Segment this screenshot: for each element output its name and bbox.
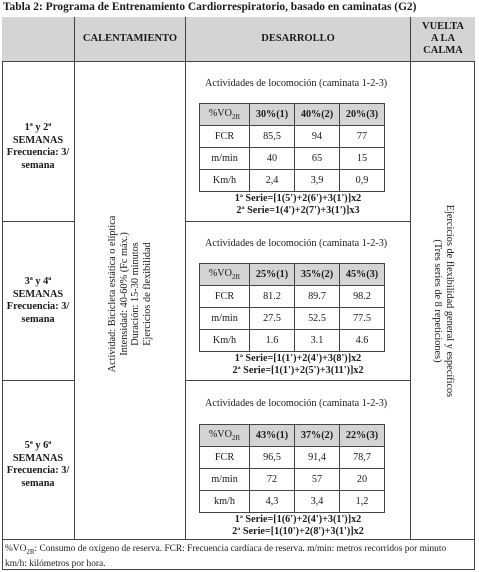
header-empty-cell	[2, 17, 75, 62]
pct-header-cell: 45%(3)	[340, 264, 385, 286]
value-cell: 27.5	[250, 308, 295, 330]
value-cell: 65	[295, 148, 340, 170]
series-block-2	[186, 353, 410, 377]
table-header-row	[200, 425, 385, 447]
week-label-line: SEMANAS	[12, 452, 64, 464]
week-label-line: 1ª y 2ª	[24, 122, 52, 133]
table-header-row	[200, 264, 385, 286]
week-label-line: 5ª y 6ª	[24, 440, 52, 451]
series-block-1	[186, 193, 410, 217]
footnote-line-1: $\%VO_{2R}$: Consumo de oxígeno de reserva. FCR: Frecuencia cardíaca de reserva. m/min: metros recorridos por minuto	[5, 544, 447, 556]
vuelta-line: (Tres series de 8 repeticiones)	[432, 239, 443, 363]
value-cell: 72	[250, 469, 295, 491]
value-cell: 77	[340, 126, 385, 148]
footnote-divider	[2, 539, 475, 540]
value-cell: 3.1	[295, 330, 340, 352]
table-row	[200, 330, 385, 352]
intensity-table-block-2	[199, 263, 385, 352]
week-label-line: Frecuencia: 3/	[6, 147, 70, 158]
week-label-line: semana	[21, 477, 55, 489]
value-cell: 1,2	[340, 491, 385, 513]
pct-header-cell: 25%(1)	[250, 264, 295, 286]
value-cell: 2,4	[250, 170, 295, 192]
pct-header-cell: 22%(3)	[340, 425, 385, 447]
table-row	[200, 491, 385, 513]
vo2r-header-cell: $\%VO_{2R}$	[200, 104, 250, 126]
value-cell: 57	[295, 469, 340, 491]
series-line: 2ª Serie=1(4')+2(7')+3(1')]x3	[236, 205, 360, 216]
value-cell: 15	[340, 148, 385, 170]
series-block-3	[186, 514, 410, 538]
calentamiento-line: Actividad: Bicicleta estática o elíptica	[107, 215, 118, 373]
week-label-line: semana	[21, 313, 55, 325]
header-calentamiento: CALENTAMIENTO	[75, 17, 186, 62]
week-label-line: semana	[21, 159, 55, 171]
activity-label-block-2: Actividades de locomoción (caminata 1-2-3)	[205, 238, 388, 249]
series-line: 2ª Serie=[1(10')+2(8')+3(1')]x2	[232, 526, 364, 537]
week-label-line: Frecuencia: 3/	[6, 301, 70, 312]
calentamiento-line: Intensidad: 40-60% (Fc máx.)	[118, 232, 130, 356]
vuelta-description	[429, 169, 455, 433]
value-cell: 20	[340, 469, 385, 491]
week-label-5-6	[2, 440, 74, 490]
header-vuelta-a-la-calma	[411, 17, 475, 62]
value-cell: 3,9	[295, 170, 340, 192]
series-line: 1ª Serie=[1(5')+2(6')+3(1')]x2	[234, 193, 362, 204]
row-label-cell: km/h	[200, 491, 250, 513]
table-row	[200, 469, 385, 491]
value-cell: 78,7	[340, 447, 385, 469]
value-cell: 1.6	[250, 330, 295, 352]
table-row	[200, 170, 385, 192]
table-row	[200, 126, 385, 148]
row-label-cell: FCR	[200, 447, 250, 469]
footnote-line-2: km/h: kilómetros por hora.	[5, 558, 106, 569]
intensity-table-block-1	[199, 103, 385, 192]
calentamiento-description	[107, 194, 155, 394]
table-footnote	[5, 543, 473, 570]
activity-label-block-3: Actividades de locomoción (caminata 1-2-3)	[205, 398, 388, 409]
table-row	[200, 286, 385, 308]
row-label-cell: Km/h	[200, 170, 250, 192]
row-label-cell: FCR	[200, 126, 250, 148]
header-desarrollo: DESARROLLO	[186, 17, 411, 62]
value-cell: 94	[295, 126, 340, 148]
value-cell: 98.2	[340, 286, 385, 308]
table-title: Tabla 2: Programa de Entrenamiento Cardiorrespiratorio, basado en caminatas (G2)	[3, 1, 417, 13]
table-header-row	[200, 104, 385, 126]
row-label-cell: FCR	[200, 286, 250, 308]
row-label-cell: m/min	[200, 469, 250, 491]
pct-header-cell: 35%(2)	[295, 264, 340, 286]
value-cell: 96,5	[250, 447, 295, 469]
value-cell: 4.6	[340, 330, 385, 352]
week-label-line: SEMANAS	[12, 288, 64, 300]
header-vuelta-line: VUELTA	[421, 21, 464, 32]
series-line: 1ª Serie=[1(1')+2(4')+3(8')]x2	[234, 353, 362, 364]
row-divider	[185, 380, 411, 381]
calentamiento-line: Duración: 15-30 minutos	[130, 242, 141, 346]
pct-header-cell: 37%(2)	[295, 425, 340, 447]
value-cell: 89.7	[295, 286, 340, 308]
value-cell: 85,5	[250, 126, 295, 148]
value-cell: 77.5	[340, 308, 385, 330]
pct-header-cell: 20%(3)	[340, 104, 385, 126]
row-label-cell: Km/h	[200, 330, 250, 352]
vo2r-header-cell: $\%VO_{2R}$	[200, 425, 250, 447]
row-divider	[2, 221, 75, 222]
week-label-line: Frecuencia: 3/	[6, 465, 70, 476]
value-cell: 81.2	[250, 286, 295, 308]
row-divider	[2, 380, 75, 381]
week-label-line: SEMANAS	[12, 134, 64, 146]
value-cell: 3,4	[295, 491, 340, 513]
value-cell: 4,3	[250, 491, 295, 513]
row-label-cell: m/min	[200, 148, 250, 170]
activity-label-block-1: Actividades de locomoción (caminata 1-2-3)	[205, 78, 388, 89]
calentamiento-line: Ejercicios de flexibilidad	[141, 242, 153, 346]
series-line: 2ª Serie=[1(1')+2(5')+3(11')]x2	[232, 365, 364, 376]
header-vuelta-line: CALMA	[423, 45, 463, 56]
table-row	[200, 308, 385, 330]
pct-header-cell: 43%(1)	[250, 425, 295, 447]
intensity-table-block-3	[199, 424, 385, 513]
column-divider	[185, 62, 186, 539]
vo2r-header-cell: $\%VO_{2R}$	[200, 264, 250, 286]
pct-header-cell: 40%(2)	[295, 104, 340, 126]
column-divider	[410, 62, 411, 539]
value-cell: 52.5	[295, 308, 340, 330]
week-label-1-2	[2, 122, 74, 172]
table-row	[200, 148, 385, 170]
value-cell: 91,4	[295, 447, 340, 469]
pct-header-cell: 30%(1)	[250, 104, 295, 126]
value-cell: 0,9	[340, 170, 385, 192]
row-label-cell: m/min	[200, 308, 250, 330]
column-divider	[74, 62, 75, 539]
week-label-3-4	[2, 276, 74, 326]
row-divider	[185, 221, 411, 222]
value-cell: 40	[250, 148, 295, 170]
table-row	[200, 447, 385, 469]
series-line: 1ª Serie=[1(6')+2(4')+3(1')]x2	[234, 514, 362, 525]
header-vuelta-line: A LA	[430, 33, 456, 44]
week-label-line: 3ª y 4ª	[24, 276, 52, 287]
vuelta-line: Ejercicios de flexibilidad general y específicos	[444, 204, 455, 398]
